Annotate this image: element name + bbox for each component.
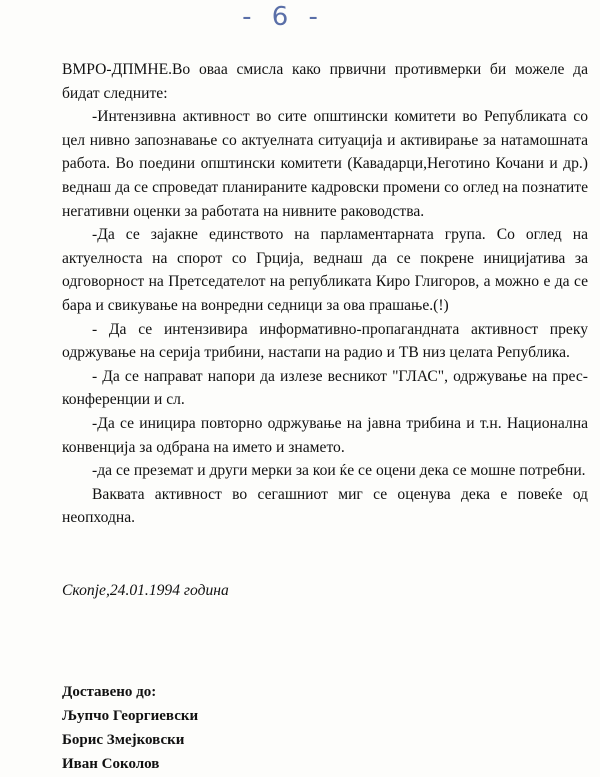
paragraph-measure-5: -Да се иницира повторно одржување на јавна трибина и т.н. Национална конвенција за одбрана на името и знамето. [62, 414, 588, 456]
recipients-heading: Доставено до: [62, 684, 157, 700]
recipients-block [62, 680, 198, 776]
page-number: - 6 - [242, 2, 324, 32]
paragraph-conclusion: Ваквата активност во сегашниот миг се оценува дека е повеќе од неопходна. [62, 485, 588, 527]
paragraph-intro: ВМРО-ДПМНЕ.Во оваа смисла како првични противмерки би можеле да бидат следните: [62, 61, 588, 102]
recipient-name: Борис Змејковски [62, 732, 185, 748]
recipient-name: Љупчо Георгиевски [62, 708, 199, 724]
date-place-line: Скопје,24.01.1994 година [62, 582, 229, 599]
paragraph-measure-1: -Интензивна активност во сите општински комитети во Републиката со цел нивно запознавање со актуелната ситуација и активирање за натамошната работа. Во поедини општински комитети (Кавадарци,Неготино Кочани и др.) веднаш да се спроведат планираните кадровски промени со оглед на познатите негативни оценки за работата на нивните раководства. [62, 108, 588, 220]
recipient-name: Иван Соколов [62, 756, 160, 772]
paragraph-measure-6: -да се преземат и други мерки за кои ќе се оцени дека се мошне потребни. [92, 462, 586, 480]
paragraph-measure-2: -Да се зајакне единството на парламентарната група. Со оглед на актуелноста на спорот со Грција, веднаш да се покрене иницијатива за одговорност на Претседателот на републиката Киро Глигоров, а можно е да се бара и свикување на вонредни седници за ова прашање.(!) [62, 226, 588, 314]
paragraph-measure-4: - Да се направат напори да излезе весникот "ГЛАС", одржување на прес-конференции и сл. [62, 367, 588, 409]
document-body [62, 58, 588, 530]
paragraph-measure-3: - Да се интензивира информативно-пропагандната активност преку одржување на серија трибини, настапи на радио и ТВ низ целата Република. [62, 320, 588, 362]
